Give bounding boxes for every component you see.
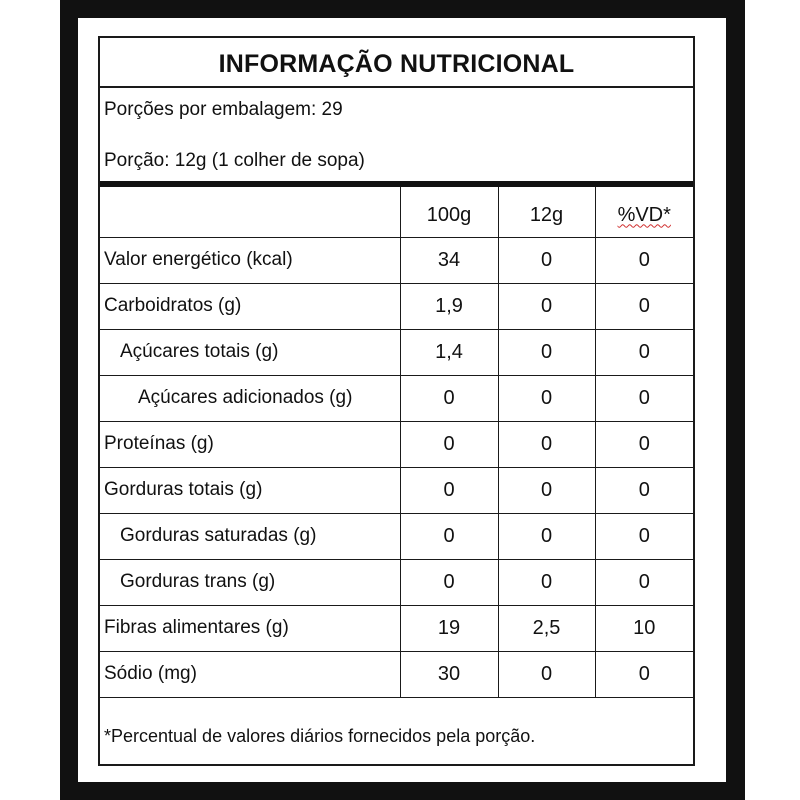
table-header-row [100, 187, 693, 237]
header-portion: 12g [498, 187, 595, 237]
value-vd: 0 [595, 513, 693, 559]
header-100g: 100g [400, 187, 498, 237]
table-row [100, 467, 693, 513]
value-vd: 0 [595, 329, 693, 375]
table-row [100, 605, 693, 651]
table-row [100, 329, 693, 375]
value-vd: 0 [595, 559, 693, 605]
nutrient-name: Fibras alimentares (g) [100, 605, 400, 651]
nutrient-name: Gorduras trans (g) [100, 559, 400, 605]
footnote: *Percentual de valores diários fornecidos pela porção. [104, 726, 536, 746]
value-100g: 0 [400, 375, 498, 421]
value-portion: 0 [498, 283, 595, 329]
value-vd: 0 [595, 237, 693, 283]
value-vd: 10 [595, 605, 693, 651]
portion-size: Porção: 12g (1 colher de sopa) [104, 150, 365, 171]
table-row [100, 421, 693, 467]
value-vd: 0 [595, 283, 693, 329]
value-portion: 0 [498, 375, 595, 421]
value-vd: 0 [595, 651, 693, 697]
nutrient-name: Proteínas (g) [100, 421, 400, 467]
header-blank-cell [100, 187, 400, 237]
value-100g: 0 [400, 421, 498, 467]
value-vd: 0 [595, 421, 693, 467]
value-portion: 0 [498, 329, 595, 375]
value-100g: 1,4 [400, 329, 498, 375]
value-portion: 0 [498, 467, 595, 513]
value-portion: 0 [498, 651, 595, 697]
table-row [100, 237, 693, 283]
servings-per-package: Porções por embalagem: 29 [104, 99, 343, 120]
value-portion: 2,5 [498, 605, 595, 651]
nutrient-name: Gorduras saturadas (g) [100, 513, 400, 559]
nutrient-name: Açúcares adicionados (g) [100, 375, 400, 421]
value-100g: 19 [400, 605, 498, 651]
value-100g: 0 [400, 559, 498, 605]
nutrient-name: Carboidratos (g) [100, 283, 400, 329]
value-100g: 34 [400, 237, 498, 283]
header-vd-text: %VD* [617, 204, 671, 227]
table-row [100, 513, 693, 559]
value-100g: 0 [400, 513, 498, 559]
nutrient-name: Sódio (mg) [100, 651, 400, 697]
value-vd: 0 [595, 375, 693, 421]
nutrient-name: Açúcares totais (g) [100, 329, 400, 375]
value-portion: 0 [498, 421, 595, 467]
nutrition-label [98, 36, 695, 766]
value-portion: 0 [498, 237, 595, 283]
value-portion: 0 [498, 559, 595, 605]
nutrient-name: Valor energético (kcal) [100, 237, 400, 283]
value-100g: 30 [400, 651, 498, 697]
table-row [100, 559, 693, 605]
nutrient-name: Gorduras totais (g) [100, 467, 400, 513]
table-row [100, 375, 693, 421]
table-row [100, 651, 693, 697]
value-100g: 1,9 [400, 283, 498, 329]
value-portion: 0 [498, 513, 595, 559]
value-100g: 0 [400, 467, 498, 513]
nutrition-table [100, 187, 693, 698]
value-vd: 0 [595, 467, 693, 513]
header-vd [595, 187, 693, 237]
table-row [100, 283, 693, 329]
label-title: INFORMAÇÃO NUTRICIONAL [100, 38, 693, 88]
